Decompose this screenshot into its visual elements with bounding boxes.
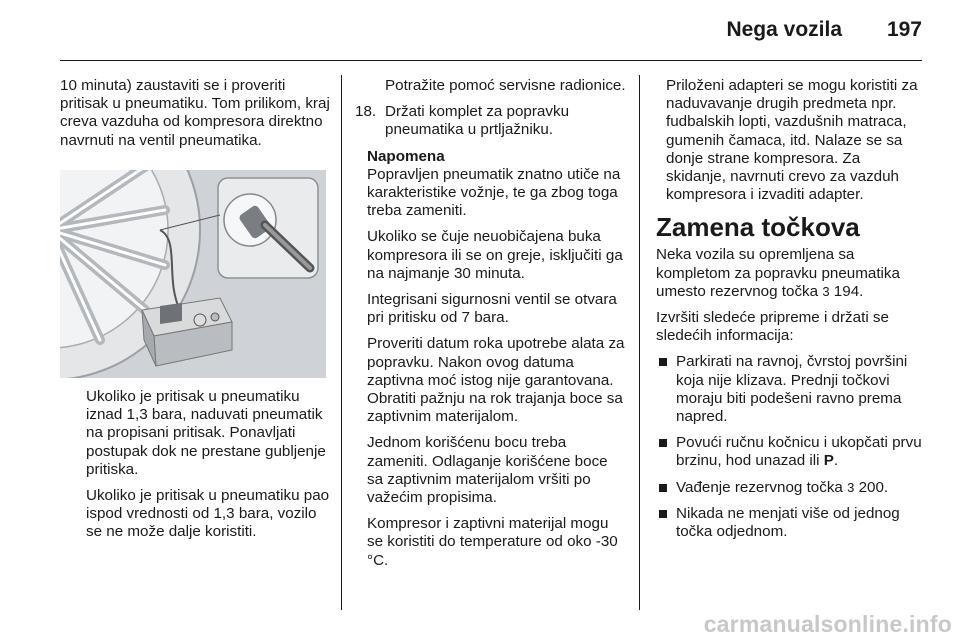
list-item-18 [355, 103, 627, 139]
section-title: Zamena točkova [656, 212, 860, 243]
valve-detail-inset [218, 178, 318, 278]
note-paragraph-5: Jednom korišćenu bocu treba zameniti. Odlaganje korišćene boce sa zaptivnim materijalom vršiti po važećim propisima. [367, 434, 608, 507]
list-item [656, 505, 922, 541]
col1-intro-paragraph: 10 minuta) zaustaviti se i proveriti pritisak u pneumatiku. Tom prilikom, kraj creva vazduha od kompresora direktno navrnuti na ventil pneumatika. [60, 77, 330, 149]
page-ref-icon: 3 [847, 479, 855, 495]
preparation-list [656, 353, 922, 541]
note-block [355, 148, 627, 570]
col3-adapters-paragraph: Priloženi adapteri se mogu koristiti za naduvavanje drugih predmeta npr. fudbalskih lopti, vazdušnih matraca, gumenih čamaca, itd. Nalaze se sa donje strane kompresora. Za skidanje, navrnuti crevo za vazduh kompresora i izvaditi adapter. [666, 77, 918, 204]
note-paragraph-2: Ukoliko se čuje neuobičajena buka kompresora ili se on greje, isključiti ga na najmanje 30 minuta. [367, 228, 623, 282]
list-item [656, 434, 922, 470]
bullet-square-icon [659, 439, 667, 447]
page-header [0, 0, 960, 62]
bullet-text: Vađenje rezervnog točka [676, 478, 843, 496]
list-item [656, 479, 922, 497]
note-paragraph-1: Popravljen pneumatik znatno utiče na karakteristike vožnje, te ga zbog toga treba zameniti. [367, 165, 621, 220]
bullet-text: Nikada ne menjati više od jednog točka odjednom. [676, 504, 900, 541]
note-paragraph-4: Proveriti datum roka upotrebe alata za popravku. Nakon ovog datuma zaptivna moć istog nije garantovana. Obratiti pažnju na rok trajanja boce sa zaptivnim materijalom. [367, 335, 625, 426]
page-number: 197 [886, 18, 922, 41]
bullet-text: Parkirati na ravnoj, čvrstoj površini koja nije klizava. Prednji točkovi moraju biti podešeni ravno prema napred. [676, 353, 908, 426]
intro-text: Neka vozila su opremljena sa kompletom za popravku pneumatika umesto rezervnog točka [656, 246, 900, 300]
col1-pressure-below-paragraph: Ukoliko je pritisak u pneumatiku pao ispod vrednosti od 1,3 bara, vozilo se ne može dalje koristiti. [86, 487, 330, 541]
column-1-lower [86, 388, 336, 550]
bullet-square-icon [659, 358, 667, 366]
page-title: Nega vozila [726, 18, 842, 41]
page-ref-link[interactable]: 194. [833, 282, 864, 300]
list-item-number: 18. [355, 103, 377, 121]
column-2 [355, 77, 627, 578]
bullet-square-icon [659, 484, 667, 492]
col2-continuation: Potražite pomoć servisne radionice. [385, 77, 626, 94]
column-1 [60, 77, 336, 158]
list-item-text: Držati komplet za popravku pneumatika u prtljažniku. [385, 103, 570, 139]
gear-p-label: P [823, 452, 834, 470]
note-paragraph-6: Kompresor i zaptivni materijal mogu se koristiti do temperature od oko -30 °C. [367, 515, 618, 569]
list-item [656, 353, 922, 426]
col1-pressure-above-paragraph: Ukoliko je pritisak u pneumatiku iznad 1,3 bara, naduvati pneumatik na propisani pritisak. Ponavljati postupak dok ne prestane gubljenje pritiska. [86, 388, 326, 478]
col3-preparation-paragraph: Izvršiti sledeće pripreme i držati se sledećih informacija: [656, 309, 889, 345]
page-ref-link[interactable]: 200. [858, 478, 889, 496]
watermark: carmanualsonline.info [703, 611, 952, 637]
column-divider-1 [341, 75, 342, 610]
bullet-square-icon [659, 510, 667, 518]
bullet-text: Povući ručnu kočnicu i ukopčati prvu brzinu, hod unazad ili [676, 434, 922, 470]
note-title: Napomena [367, 147, 445, 165]
column-3 [656, 77, 922, 549]
compressor-illustration [60, 170, 326, 378]
col3-intro-paragraph [656, 246, 922, 301]
note-paragraph-3: Integrisani sigurnosni ventil se otvara pri pritisku od 7 bara. [367, 291, 617, 327]
bullet-punctuation: . [833, 452, 839, 470]
header-divider [60, 60, 922, 61]
column-divider-2 [639, 75, 640, 610]
page-ref-icon: 3 [822, 283, 830, 299]
